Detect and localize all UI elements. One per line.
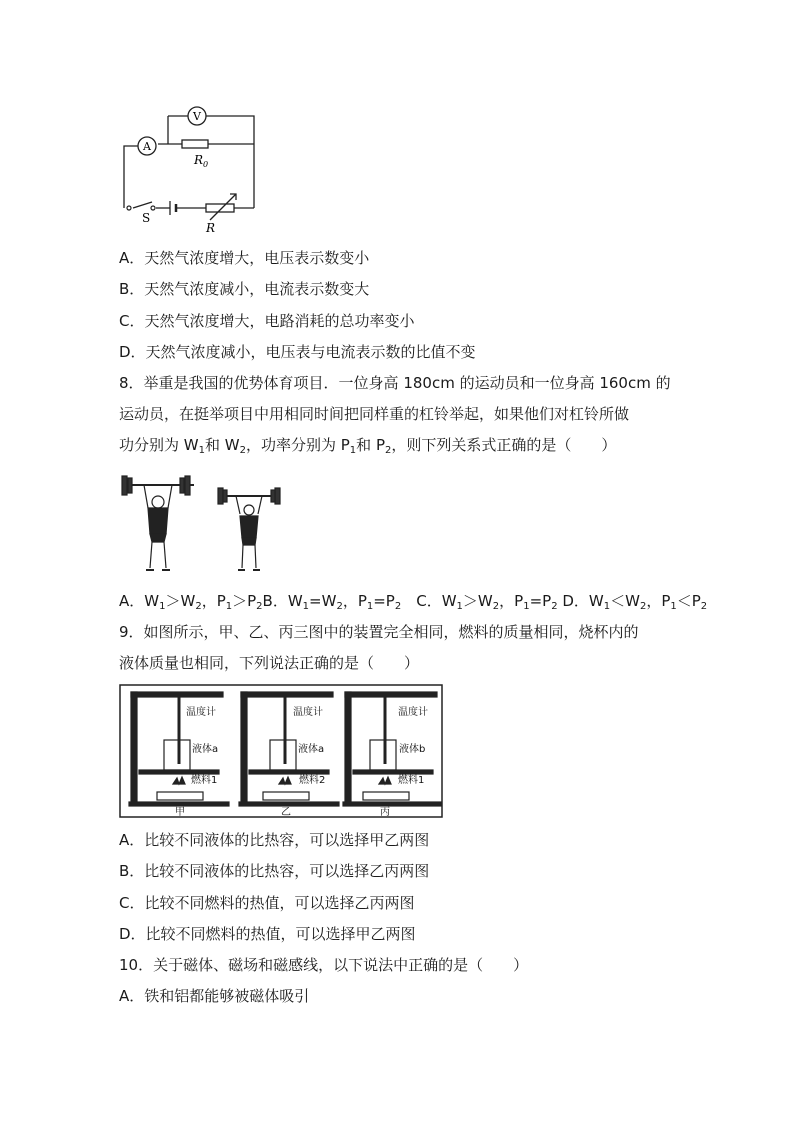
- circuit-diagram: [118, 100, 260, 236]
- q8-stem-line-2: 运动员，在挺举项目中用相同时间把同样重的杠铃举起，如果他们对杠铃所做: [119, 405, 630, 423]
- q8-options: A．$W_1>W_2$，$P_1>P_2B$．$W_1=W_2$，$P_1=P_2$ C．$W_1>W_2$，$P_1=P_2$ D．$W_1<W_2$，$P_1<P_2$: [119, 592, 708, 612]
- weightlifter-short: [218, 488, 280, 570]
- q7-option-d: D．天然气浓度减小，电压表与电流表示数的比值不变: [119, 343, 476, 361]
- q9-option-a: A．比较不同液体的比热容，可以选择甲乙两图: [119, 831, 430, 849]
- caption-bing: 丙: [380, 807, 390, 818]
- q8-stem-line-3: 功分别为 $W_1$和 $W_2$，功率分别为 $P_1$和 $P_2$，则下列关系式正确的是（ ）: [119, 436, 617, 456]
- q7-option-b: B．天然气浓度减小，电流表示数变大: [119, 280, 370, 298]
- liquid-label-bing: 液体b: [399, 744, 426, 755]
- q10-stem: 10．关于磁体、磁场和磁感线，以下说法中正确的是（ ）: [119, 956, 529, 974]
- q9-option-b: B．比较不同液体的比热容，可以选择乙丙两图: [119, 862, 430, 880]
- caption-yi: 乙: [281, 807, 291, 818]
- q8-stem-line-1: 8．举重是我国的优势体育项目．一位身高 180cm 的运动员和一位身高 160cm 的: [119, 374, 671, 392]
- caption-jia: 甲: [175, 807, 185, 818]
- q9-stem-line-1: 9．如图所示，甲、乙、丙三图中的装置完全相同，燃料的质量相同，烧杯内的: [119, 623, 639, 641]
- heating-apparatus-figure: [119, 684, 443, 818]
- thermometer-label-jia: 温度计: [186, 707, 216, 718]
- q10-option-a: A．铁和铝都能够被磁体吸引: [119, 987, 310, 1005]
- q9-option-c: C．比较不同燃料的热值，可以选择乙丙两图: [119, 894, 415, 912]
- r0-label: $R_0$: [194, 153, 209, 169]
- voltmeter-label: V: [193, 110, 201, 123]
- fuel-label-jia: 燃料1: [191, 775, 218, 786]
- rheostat-label: R: [206, 221, 216, 235]
- weightlifters-figure: [118, 470, 284, 578]
- liquid-label-jia: 液体a: [192, 744, 219, 755]
- switch-label: S: [142, 211, 151, 225]
- q9-stem-line-2: 液体质量也相同，下列说法正确的是（ ）: [119, 654, 420, 672]
- thermometer-label-yi: 温度计: [293, 707, 323, 718]
- fuel-label-bing: 燃料1: [398, 775, 425, 786]
- q7-option-a: A．天然气浓度增大，电压表示数变小: [119, 249, 370, 267]
- liquid-label-yi: 液体a: [298, 744, 325, 755]
- q9-option-d: D．比较不同燃料的热值，可以选择甲乙两图: [119, 925, 416, 943]
- q7-option-c: C．天然气浓度增大，电路消耗的总功率变小: [119, 312, 415, 330]
- thermometer-label-bing: 温度计: [398, 707, 428, 718]
- ammeter-label: A: [143, 140, 151, 153]
- weightlifter-tall: [122, 476, 194, 570]
- fuel-label-yi: 燃料2: [299, 775, 326, 786]
